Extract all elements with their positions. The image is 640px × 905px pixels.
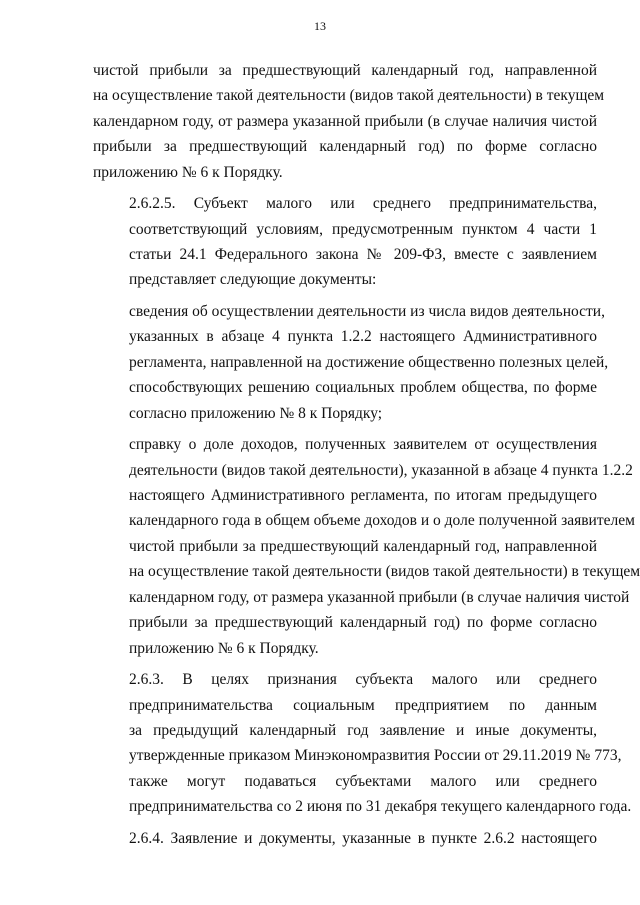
text-line: также могут подаваться субъектами малого или среднего xyxy=(129,772,597,790)
text-line: представляет следующие документы: xyxy=(129,271,377,289)
text-line: приложению № 6 к Порядку. xyxy=(129,639,319,657)
text-line: чистой прибыли за предшествующий календарный год, направленной xyxy=(129,537,597,555)
text-line: указанных в абзаце 4 пункта 1.2.2 настоящего Административного xyxy=(129,328,597,346)
paragraph-activity-info xyxy=(93,299,609,426)
text-line: предпринимательства социальным предприятием по данным xyxy=(129,696,597,714)
paragraph-continuation xyxy=(93,58,605,185)
paragraph-income-certificate xyxy=(93,432,640,661)
text-line: 2.6.4. Заявление и документы, указанные в пункте 2.6.2 настоящего xyxy=(129,829,597,847)
paragraph-2-6-4 xyxy=(93,826,597,851)
text-line: соответствующий условиям, предусмотренным пунктом 4 части 1 xyxy=(129,220,597,238)
text-line: деятельности (видов такой деятельности), указанной в абзаце 4 пункта 1.2.2 xyxy=(129,461,633,479)
text-line: календарном году, от размера указанной прибыли (в случае наличия чистой xyxy=(129,588,630,606)
text-line: прибыли за предшествующий календарный год) по форме согласно xyxy=(93,138,597,156)
text-line: прибыли за предшествующий календарный год) по форме согласно xyxy=(129,614,597,632)
text-line: чистой прибыли за предшествующий календарный год, направленной xyxy=(93,62,597,79)
text-line: способствующих решению социальных проблем общества, по форме xyxy=(129,379,597,397)
text-line: регламента, направленной на достижение общественно полезных целей, xyxy=(129,353,609,371)
text-line: 2.6.2.5. Субъект малого или среднего предпринимательства, xyxy=(129,195,597,213)
text-line: сведения об осуществлении деятельности из числа видов деятельности, xyxy=(129,303,605,321)
document-body xyxy=(93,58,640,857)
text-line: настоящего Административного регламента, по итогам предыдущего xyxy=(129,487,597,505)
text-line: справку о доле доходов, полученных заявителем от осуществления xyxy=(129,436,597,454)
text-line: приложению № 6 к Порядку. xyxy=(93,163,283,181)
text-line: согласно приложению № 8 к Порядку; xyxy=(129,404,383,422)
text-line: на осуществление такой деятельности (видов такой деятельности) в текущем xyxy=(93,87,605,105)
paragraph-2-6-3 xyxy=(93,667,632,819)
text-line: утвержденные приказом Минэкономразвития России от 29.11.2019 № 773, xyxy=(129,747,622,765)
text-line: 2.6.3. В целях признания субъекта малого или среднего xyxy=(129,671,597,689)
text-line: календарном году, от размера указанной прибыли (в случае наличия чистой xyxy=(93,112,597,130)
text-line: календарного года в общем объеме доходов и о доле полученной заявителем xyxy=(129,512,635,530)
text-line: предпринимательства со 2 июня по 31 декабря текущего календарного года. xyxy=(129,798,632,816)
text-line: статьи 24.1 Федерального закона № 209-ФЗ, вместе с заявлением xyxy=(129,246,597,264)
text-line: на осуществление такой деятельности (видов такой деятельности) в текущем xyxy=(129,563,640,581)
page-number: 13 xyxy=(314,19,326,33)
text-line: за предыдущий календарный год заявление и иные документы, xyxy=(129,721,597,739)
paragraph-2-6-2-5 xyxy=(93,191,597,293)
